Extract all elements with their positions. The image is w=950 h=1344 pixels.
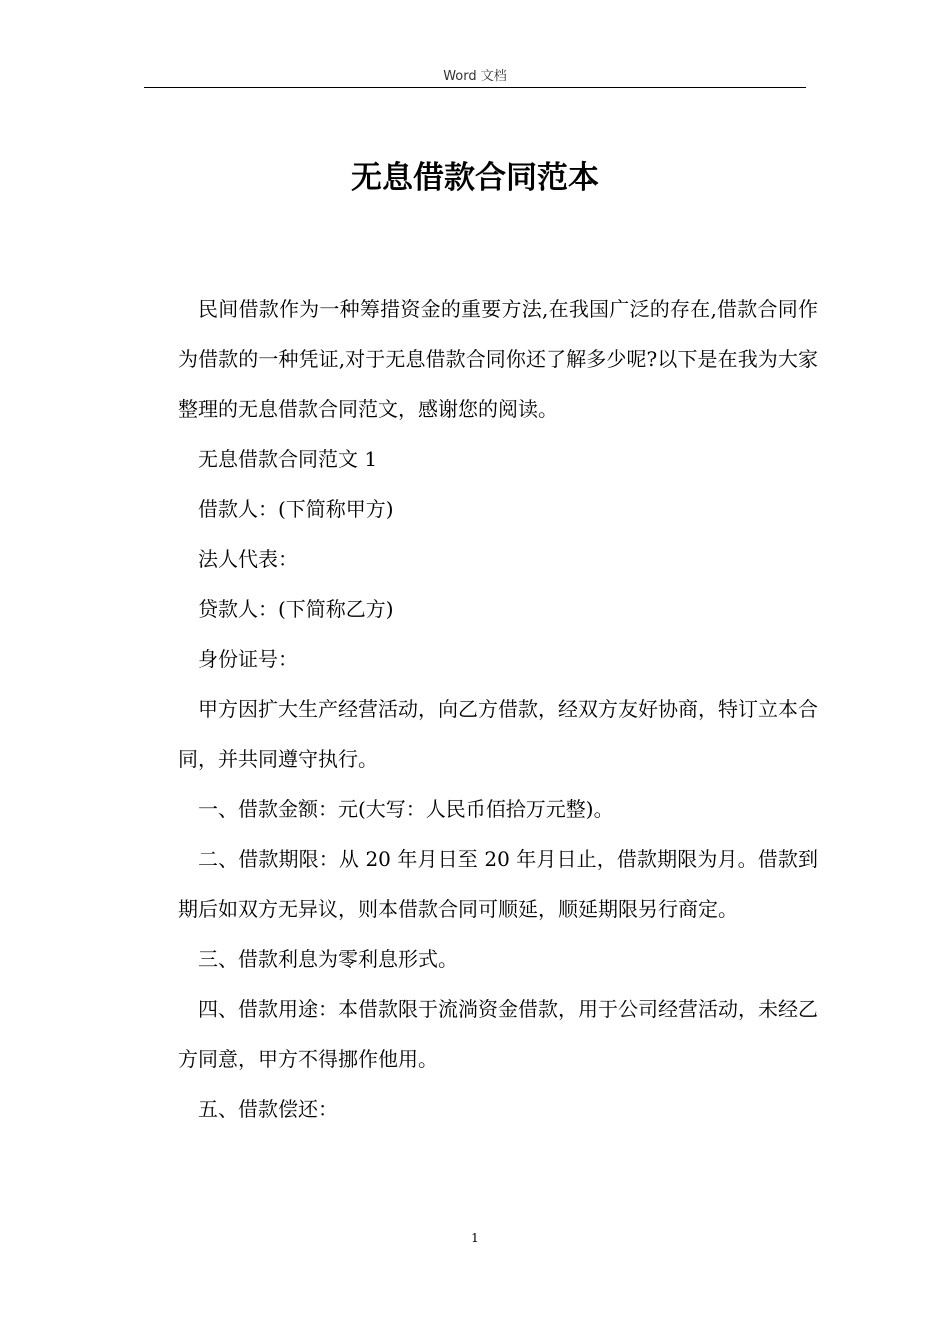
document-title: 无息借款合同范本 bbox=[351, 160, 599, 196]
document-body bbox=[178, 284, 818, 1134]
paragraph-sample-heading: 无息借款合同范文 1 bbox=[198, 447, 378, 471]
paragraph-borrower: 借款人：(下简称甲方) bbox=[198, 497, 394, 521]
clause-interest: 三、借款利息为零利息形式。 bbox=[198, 947, 458, 971]
paragraph-legal-representative: 法人代表： bbox=[198, 547, 298, 571]
clause-loan-amount: 一、借款金额：元(大写：人民币佰拾万元整)。 bbox=[198, 797, 614, 821]
clause-loan-purpose: 四、借款用途：本借款限于流淌资金借款，用于公司经营活动，未经乙方同意，甲方不得挪作他用。 bbox=[178, 997, 818, 1071]
paragraph-lender: 贷款人：(下简称乙方) bbox=[198, 597, 394, 621]
paragraph-id-number: 身份证号： bbox=[198, 647, 298, 671]
clause-repayment: 五、借款偿还： bbox=[198, 1097, 338, 1121]
clause-loan-term: 二、借款期限：从 20 年月日至 20 年月日止，借款期限为月。借款到期后如双方无异议，则本借款合同可顺延，顺延期限另行商定。 bbox=[178, 847, 818, 921]
header-divider bbox=[144, 87, 806, 88]
page-number: 1 bbox=[471, 1231, 479, 1245]
paragraph-intro: 民间借款作为一种筹措资金的重要方法,在我国广泛的存在,借款合同作为借款的一种凭证,对于无息借款合同你还了解多少呢?以下是在我为大家整理的无息借款合同范文，感谢您的阅读。 bbox=[178, 297, 818, 421]
paragraph-preamble: 甲方因扩大生产经营活动，向乙方借款，经双方友好协商，特订立本合同，并共同遵守执行。 bbox=[178, 697, 818, 771]
page-header-label: Word 文档 bbox=[443, 69, 507, 84]
